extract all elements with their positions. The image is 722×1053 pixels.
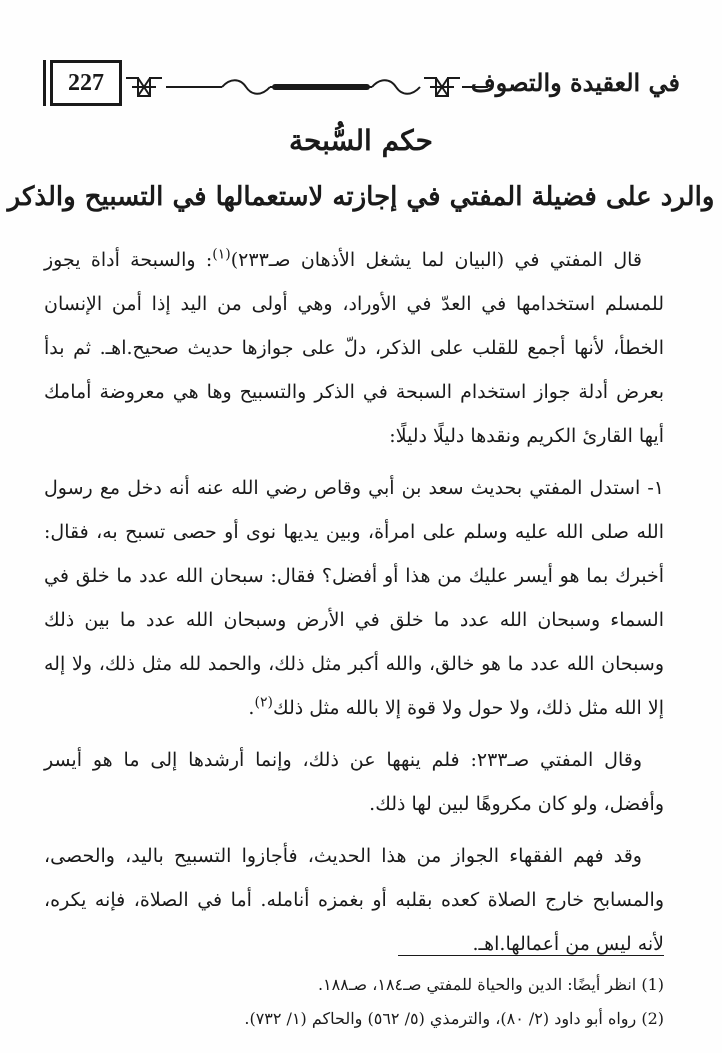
- paragraph-2-end: .: [248, 697, 255, 719]
- paragraph-1: [44, 238, 664, 458]
- paragraph-1-rest: : والسبحة أداة يجوز للمسلم استخدامها في العدّ في الأوراد، وهي أولى من اليد إذا أمن الإنسان الخطأ، لأنها أجمع للقلب على الذكر، دلّ على جوازها حديث صحيح.اهـ. ثم بدأ بعرض أدلة جواز استخدام السبحة في الذكر والتسبيح وها هي معروضة أمامك أيها القارئ الكريم ونقدها دليلًا دليلًا:: [44, 249, 664, 447]
- footnote-2: (2) رواه أبو داود (٢/ ٨٠)، والترمذي (٥/ ٥٦٢) والحاكم (١/ ٧٣٢).: [244, 1009, 664, 1028]
- paragraph-2-text: ١- استدل المفتي بحديث سعد بن أبي وقاص رضي الله عنه أنه دخل مع رسول الله صلى الله عليه وسلم على امرأة، وبين يديها نوى أو حصى تسبح به، فقال: أخبرك بما هو أيسر عليك من هذا أو أفضل؟ فقال: سبحان الله عدد ما خلق في السماء وسبحان الله عدد ما خلق في الأرض وسبحان الله عدد ما بين ذلك وسبحان الله عدد ما هو خالق، والله أكبر مثل ذلك، والحمد لله مثل ذلك، ولا إله إلا الله مثل ذلك، ولا حول ولا قوة إلا بالله مثل ذلك: [44, 477, 664, 719]
- footnote-ref-2: (٢): [254, 694, 273, 711]
- ornament-icon: [122, 72, 492, 102]
- paragraph-1-text: قال المفتي في (البيان لما يشغل الأذهان صـ٢٣٣): [230, 249, 642, 271]
- footnote-1: (1) انظر أيضًا: الدين والحياة للمفتي صـ١٨٤، صـ١٨٨.: [317, 975, 664, 994]
- section-subtitle: والرد على فضيلة المفتي في إجازته لاستعمالها في التسبيح والذكر: [7, 182, 715, 212]
- body-text: [44, 238, 664, 966]
- paragraph-4: وقد فهم الفقهاء الجواز من هذا الحديث، فأجازوا التسبيح باليد، والحصى، والمسابح خارج الصلاة كعده بقلبه أو بغمزه أنامله. أما في الصلاة، فإنه يكره، لأنه ليس من أعمالها.اهـ.: [44, 845, 664, 955]
- footnotes: [44, 968, 664, 1036]
- page-number: 227: [50, 60, 122, 106]
- paragraph-3: وقال المفتي صـ٢٣٣: فلم ينهها عن ذلك، وإنما أرشدها إلى ما هو أيسر وأفضل، ولو كان مكروهًا لبين لها ذلك.: [44, 749, 664, 815]
- page-header: [40, 58, 680, 118]
- footnote-ref-1: (١): [212, 246, 231, 263]
- paragraph-2: [44, 466, 664, 730]
- footnote-divider: [398, 955, 664, 956]
- running-title: في العقيدة والتصوف: [470, 68, 680, 97]
- chapter-title: حكم السُّبحة: [289, 124, 433, 157]
